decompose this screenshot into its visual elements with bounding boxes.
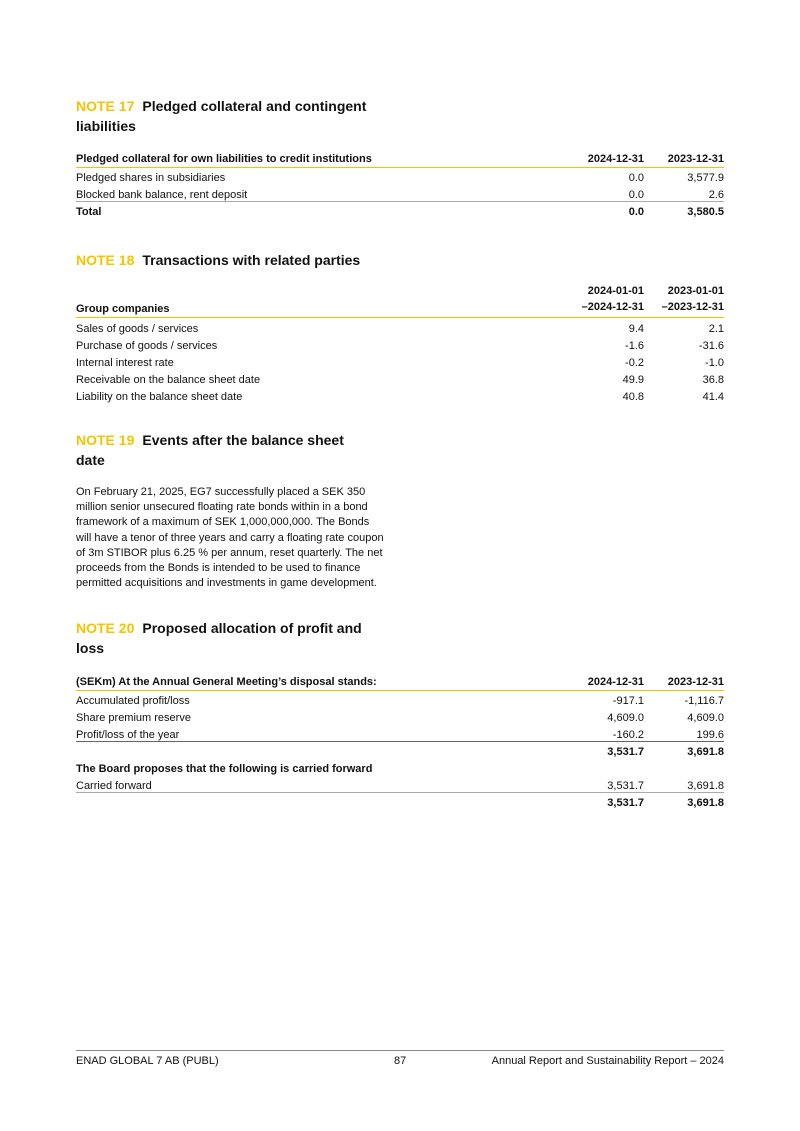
note-18-number: NOTE 18	[76, 252, 135, 268]
table-row	[76, 775, 724, 792]
row-value-2024: 49.9	[622, 373, 644, 386]
row-label: Carried forward	[76, 779, 152, 792]
period-start-2023: 2023-01-01	[667, 285, 724, 297]
column-header-2024: 2024-12-31	[564, 673, 644, 690]
total-value-2024: 0.0	[564, 201, 644, 218]
period-end-2023: –2023-12-31	[661, 301, 724, 313]
note-20-number: NOTE 20	[76, 620, 135, 636]
row-label: Internal interest rate	[76, 356, 174, 369]
row-label: Accumulated profit/loss	[76, 695, 190, 707]
column-header-2024: 2024-12-31	[564, 150, 644, 167]
table-row	[76, 369, 724, 386]
column-header-2023: 2023-12-31	[644, 150, 724, 167]
note-17-title: Pledged collateral and contingent liabilities	[76, 98, 367, 134]
table-row	[76, 167, 724, 184]
total-value-2023: 3,580.5	[644, 201, 724, 218]
note-17-table	[76, 150, 724, 218]
row-value-2023: 199.6	[696, 728, 724, 741]
note-19-body: On February 21, 2025, EG7 successfully placed a SEK 350 million senior unsecured floating rate bonds within in a bond framework of a maximum of SEK 1,000,000,000. The Bonds will have a tenor of three years and carry a floating rate coupon of 3m STIBOR plus 6.25 % per annum, reset quarterly. The net proceeds from the Bonds is intended to be used to finance permitted acquisitions and investments in game development.	[76, 486, 384, 590]
note-18-title: Transactions with related parties	[142, 252, 361, 268]
footer-page-number: 87	[394, 1055, 407, 1067]
row-value-2024: 40.8	[622, 390, 644, 403]
row-value-2023: 2.6	[708, 188, 724, 201]
row-value-2023: 3,691.8	[687, 779, 724, 792]
row-label: Sales of goods / services	[76, 322, 199, 335]
note-17-heading	[76, 96, 396, 136]
row-value-2023: -1,116.7	[684, 695, 724, 707]
footer-report-title: Annual Report and Sustainability Report – 2024	[491, 1055, 724, 1067]
subtotal-value-2023: 3,691.8	[644, 741, 724, 758]
row-value-2024: -0.2	[625, 356, 644, 369]
row-value-2024: 0.0	[628, 172, 644, 184]
period-end-2024: –2024-12-31	[581, 301, 644, 313]
row-value-2024: -160.2	[612, 728, 644, 741]
row-label: Purchase of goods / services	[76, 339, 218, 352]
total-value-2023: 3,691.8	[644, 792, 724, 809]
note-20-table	[76, 673, 724, 809]
table-header-row	[76, 150, 724, 167]
row-label: Share premium reserve	[76, 712, 191, 724]
table-row	[76, 386, 724, 403]
note-20-title: Proposed allocation of profit and loss	[76, 620, 362, 656]
table-row	[76, 352, 724, 369]
column-header-2023	[644, 283, 724, 318]
row-label: Profit/loss of the year	[76, 728, 180, 741]
proposal-heading: The Board proposes that the following is carried forward	[76, 763, 373, 775]
table-row	[76, 724, 724, 741]
note-17-number: NOTE 17	[76, 98, 135, 114]
period-start-2024: 2024-01-01	[587, 285, 644, 297]
proposal-heading-row	[76, 758, 724, 775]
table-row	[76, 690, 724, 707]
column-header-label: Group companies	[76, 283, 564, 318]
total-value-2024: 3,531.7	[564, 792, 644, 809]
subtotal-value-2024: 3,531.7	[564, 741, 644, 758]
row-value-2023: 41.4	[702, 390, 724, 403]
note-18-table	[76, 283, 724, 403]
row-value-2024: -1.6	[625, 339, 644, 352]
total-row	[76, 792, 724, 809]
note-20-heading	[76, 618, 386, 658]
column-header-label: (SEKm) At the Annual General Meeting’s disposal stands:	[76, 673, 564, 690]
note-19-heading	[76, 430, 376, 470]
total-label: Total	[76, 201, 564, 218]
note-19-title: Events after the balance sheet date	[76, 432, 344, 468]
row-value-2023: -1.0	[705, 356, 724, 369]
row-value-2023: 3,577.9	[687, 172, 724, 184]
row-label: Receivable on the balance sheet date	[76, 373, 261, 386]
table-header-row	[76, 283, 724, 318]
table-row	[76, 335, 724, 352]
column-header-label: Pledged collateral for own liabilities to credit institutions	[76, 150, 564, 167]
row-value-2023: 36.8	[702, 373, 724, 386]
total-row	[76, 201, 724, 218]
row-value-2024: 0.0	[628, 188, 644, 201]
row-value-2023: 4,609.0	[687, 712, 724, 724]
row-value-2023: 2.1	[708, 322, 724, 335]
column-header-2024	[564, 283, 644, 318]
row-label: Pledged shares in subsidiaries	[76, 172, 226, 184]
note-18-heading	[76, 250, 476, 270]
row-value-2024: 4,609.0	[607, 712, 644, 724]
subtotal-row	[76, 741, 724, 758]
table-row	[76, 318, 724, 335]
footer-company: ENAD GLOBAL 7 AB (PUBL)	[76, 1055, 219, 1067]
column-header-2023: 2023-12-31	[644, 673, 724, 690]
row-label: Liability on the balance sheet date	[76, 390, 243, 403]
table-header-row	[76, 673, 724, 690]
page-footer	[76, 1050, 724, 1070]
table-row	[76, 184, 724, 201]
row-value-2024: 9.4	[628, 322, 644, 335]
note-19-number: NOTE 19	[76, 432, 135, 448]
row-value-2024: -917.1	[612, 695, 644, 707]
table-row	[76, 707, 724, 724]
row-value-2023: -31.6	[698, 339, 724, 352]
row-label: Blocked bank balance, rent deposit	[76, 188, 248, 201]
row-value-2024: 3,531.7	[607, 779, 644, 792]
